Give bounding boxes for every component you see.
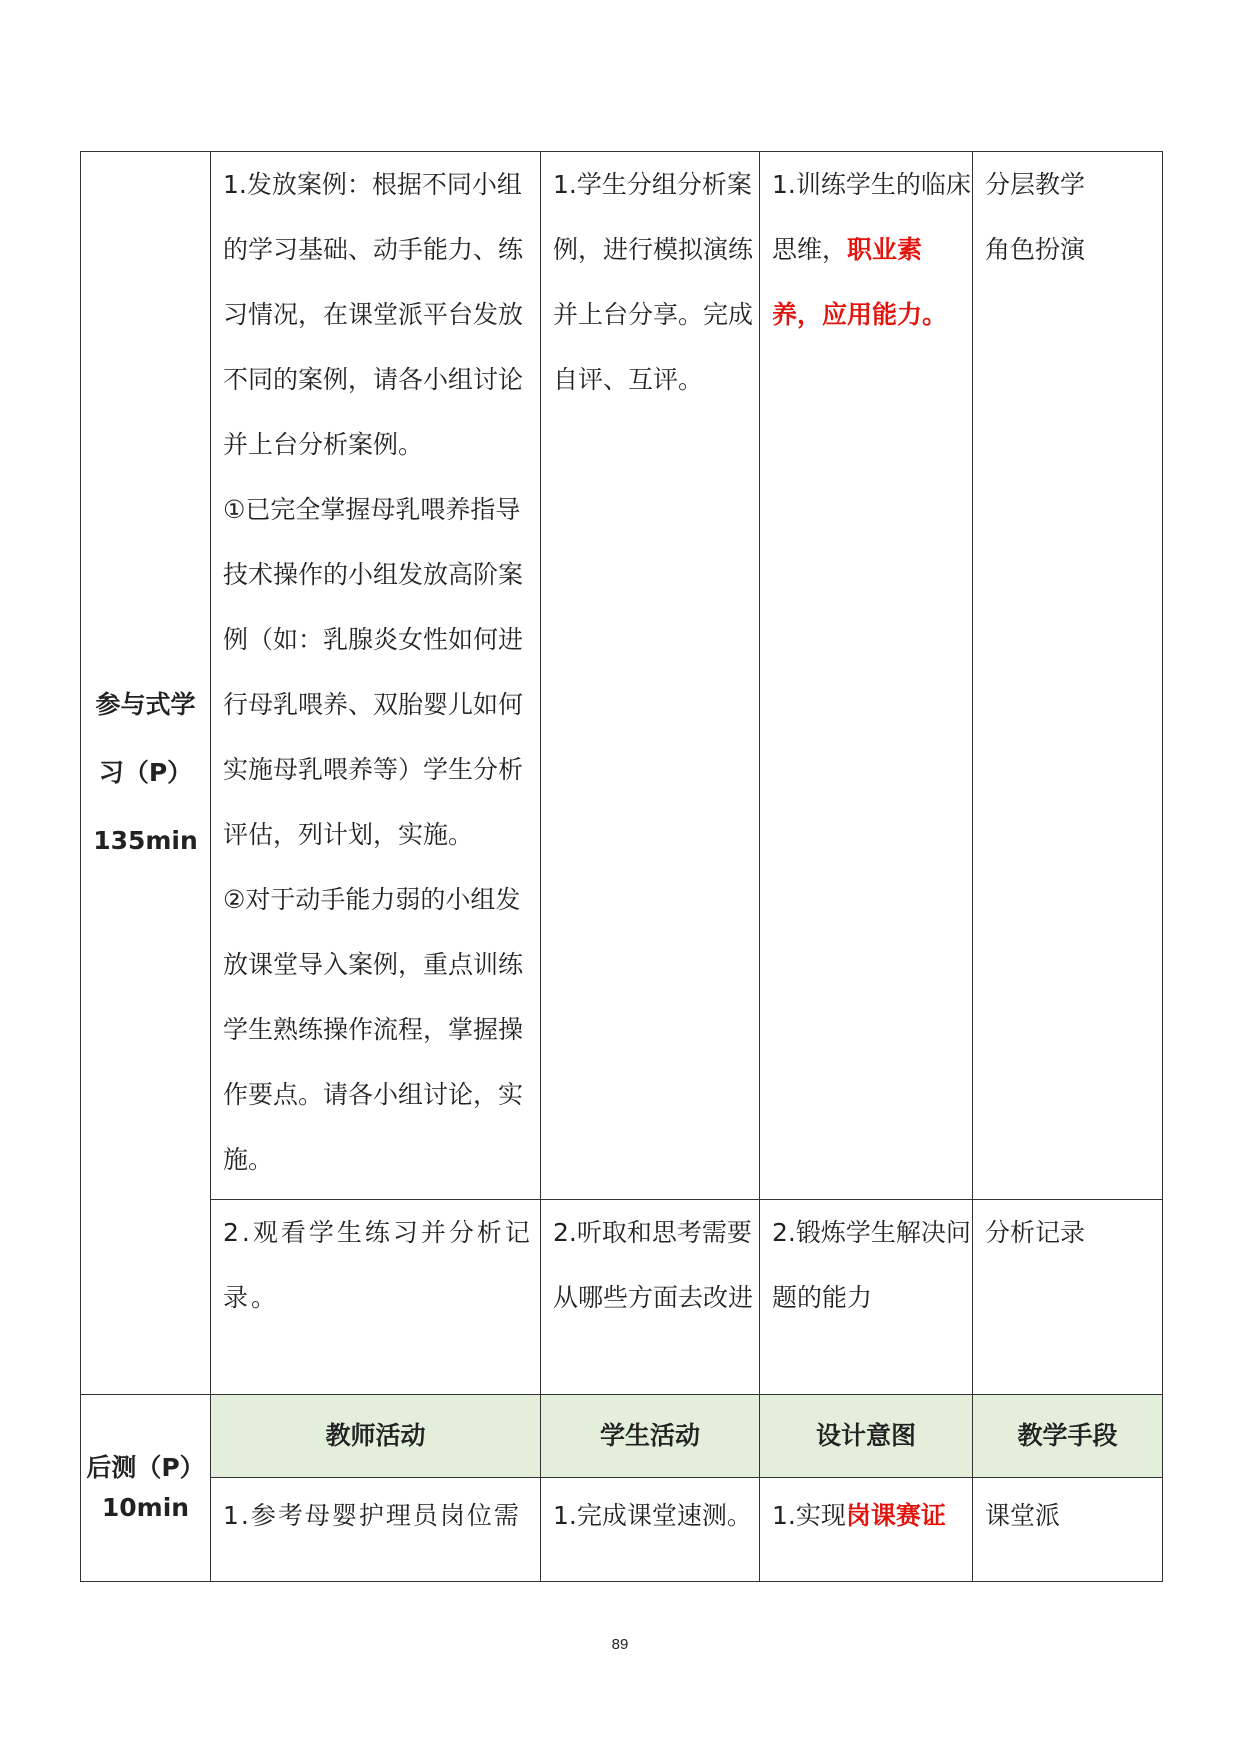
stage-label: 后测（P） — [86, 1453, 205, 1482]
design-intent-text: 2.锻炼学生解决问题的能力 — [772, 1218, 971, 1312]
intent-highlight: 职业素养，应用能力。 — [772, 235, 948, 329]
column-header-intent: 设计意图 — [760, 1395, 973, 1478]
design-intent-cell — [760, 1478, 973, 1582]
teacher-activity-cell — [211, 1200, 541, 1395]
teaching-method-cell — [973, 1200, 1163, 1395]
teacher-activity-text: 1.参考母婴护理员岗位需 — [223, 1501, 521, 1530]
lesson-plan-table — [80, 151, 1163, 1582]
table-row — [81, 1478, 1163, 1582]
teacher-activity-cell — [211, 1478, 541, 1582]
teacher-activity-text: 2.观看学生练习并分析记录。 — [223, 1218, 533, 1312]
column-header-methods: 教学手段 — [973, 1395, 1163, 1478]
stage-label: 参与式学 — [95, 690, 196, 719]
student-activity-text: 1.完成课堂速测。 — [553, 1501, 752, 1530]
intent-highlight: 岗课赛证 — [845, 1501, 946, 1530]
student-activity-cell — [541, 152, 760, 1200]
stage-cell-posttest — [81, 1395, 211, 1582]
stage-cell-participatory — [81, 152, 211, 1395]
stage-duration: 135min — [93, 826, 198, 855]
teaching-method-cell — [973, 152, 1163, 1200]
table-row — [81, 152, 1163, 1200]
design-intent-text — [772, 1483, 972, 1548]
page-number: 89 — [611, 1636, 629, 1653]
design-intent-cell — [760, 152, 973, 1200]
design-intent-text — [772, 152, 972, 347]
teaching-method: 角色扮演 — [985, 235, 1086, 264]
student-activity-text: 1.学生分组分析案例，进行模拟演练并上台分享。完成自评、互评。 — [553, 170, 754, 394]
student-activity-cell — [541, 1478, 760, 1582]
teacher-activity-cell — [211, 152, 541, 1200]
teacher-activity-text: ②对于动手能力弱的小组发放课堂导入案例，重点训练学生熟练操作流程，掌握操作要点。请各小组讨论，实施。 — [223, 885, 524, 1174]
student-activity-text: 2.听取和思考需要从哪些方面去改进 — [553, 1218, 754, 1312]
table-row — [81, 1200, 1163, 1395]
stage-duration: 10min — [101, 1493, 190, 1522]
teacher-activity-text: ①已完全掌握母乳喂养指导技术操作的小组发放高阶案例（如：乳腺炎女性如何进行母乳喂养、双胎婴儿如何实施母乳喂养等）学生分析评估，列计划，实施。 — [223, 495, 524, 849]
table-header-row — [81, 1395, 1163, 1478]
design-intent-cell — [760, 1200, 973, 1395]
intent-text: 1.训练学生的临床思维， — [772, 170, 971, 264]
intent-text: 1.实现 — [772, 1501, 846, 1530]
student-activity-cell — [541, 1200, 760, 1395]
teacher-activity-text: 1.发放案例：根据不同小组的学习基础、动手能力、练习情况，在课堂派平台发放不同的案例，请各小组讨论并上台分析案例。 — [223, 170, 524, 459]
teaching-method: 课堂派 — [985, 1501, 1061, 1530]
column-header-teacher: 教师活动 — [211, 1395, 541, 1478]
teaching-method: 分析记录 — [985, 1218, 1086, 1247]
stage-label: 习（P） — [98, 758, 193, 787]
teaching-method-cell — [973, 1478, 1163, 1582]
column-header-student: 学生活动 — [541, 1395, 760, 1478]
teaching-method: 分层教学 — [985, 170, 1086, 199]
